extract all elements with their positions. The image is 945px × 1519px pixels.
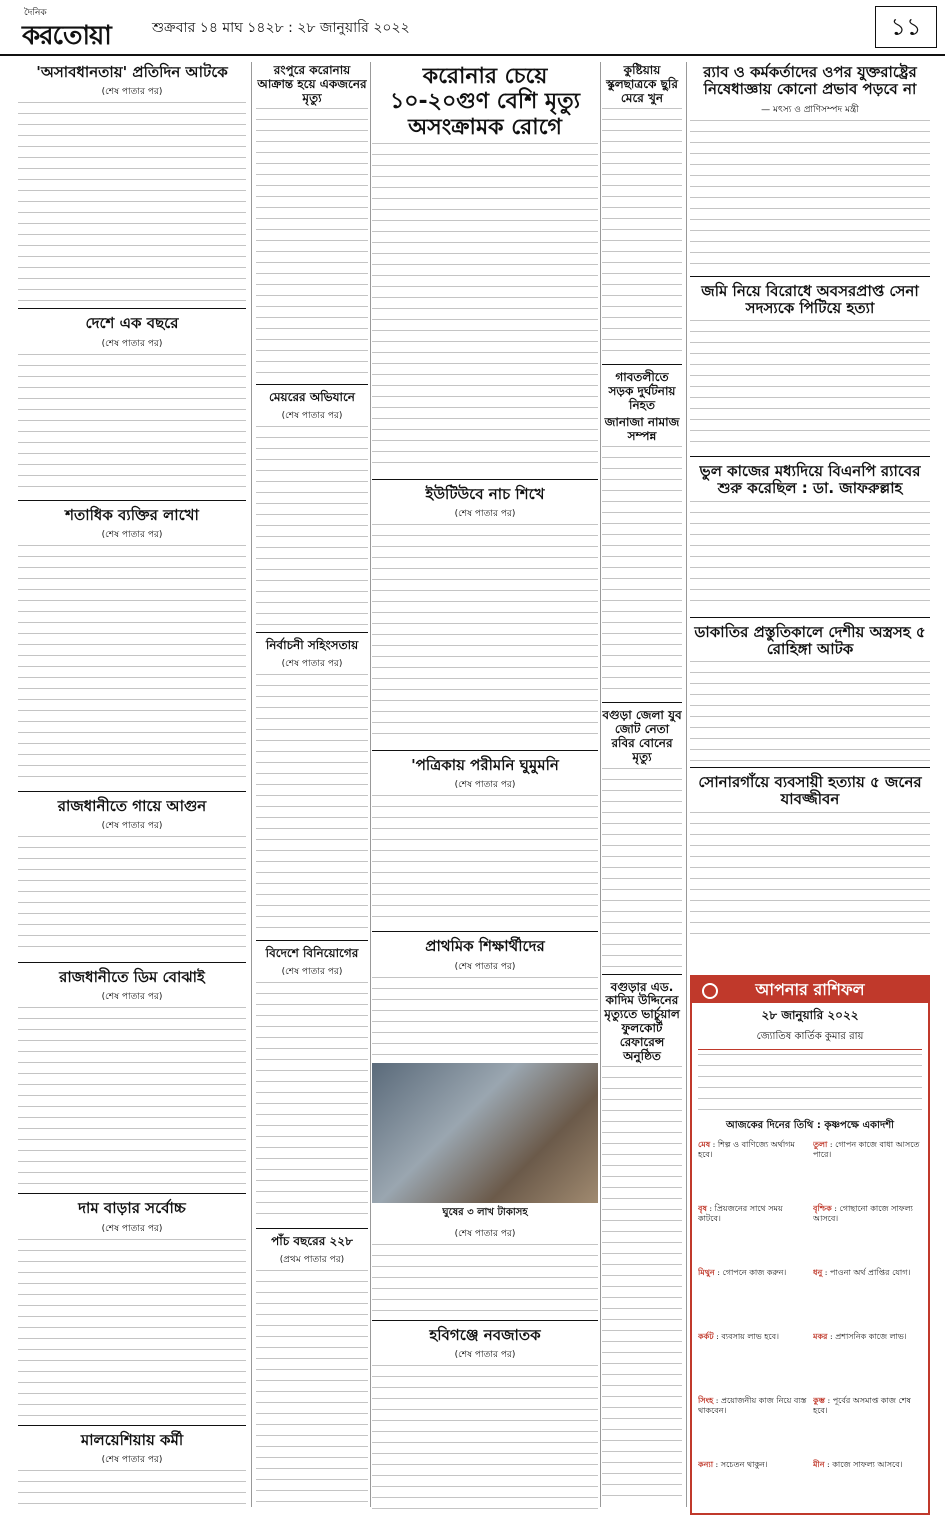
continuation-note: (শেষ পাতার পর): [454, 1228, 516, 1239]
headline: মালয়েশিয়ায় কর্মী: [80, 1430, 184, 1449]
headline: প্রাথমিক শিক্ষার্থীদের: [425, 937, 545, 956]
article-text: [18, 354, 246, 494]
zodiac-sign-entry: মীন : কাজে সাফল্য আসবে।: [813, 1459, 903, 1469]
headline: ইউটিউবে নাচ শিখে: [425, 484, 545, 503]
page-number: ১১: [875, 6, 937, 48]
headline: বগুড়া জেলা যুব জোট নেতা রবির বোনের মৃত্যু: [602, 708, 682, 764]
zodiac-sign-entry: বৃষ : প্রিয়জনের সাথে সময় কাটবে।: [698, 1203, 783, 1223]
zodiac-sign-name: কর্কট: [698, 1331, 714, 1341]
article-text: [690, 120, 930, 270]
news-photo: [372, 1063, 598, 1203]
horoscope-title: আপনার রাশিফল: [755, 980, 865, 999]
zodiac-sign-text: পাওনা অর্থ প্রাপ্তির যোগ।: [830, 1268, 911, 1277]
headline: ডাকাতির প্রস্তুতিকালে দেশীয় অস্ত্রসহ ৫ রোহিঙ্গা আটক: [694, 622, 926, 658]
headline: নির্বাচনী সহিংসতায়: [265, 638, 359, 653]
column-4: [602, 62, 682, 1512]
headline: জমি নিয়ে বিরোধে অবসরপ্রাপ্ত সেনা সদস্যকে পিটিয়ে হত্যা: [701, 281, 919, 317]
byline: — মৎস্য ও প্রাণিসম্পদ মন্ত্রী: [761, 104, 859, 115]
article-text: [690, 661, 930, 761]
continuation-note: (শেষ পাতার পর): [281, 966, 343, 977]
column-2: [256, 62, 368, 1512]
headline: দাম বাড়ার সর্বোচ্চ: [78, 1199, 186, 1218]
column-divider: [600, 62, 601, 1507]
article-text: [602, 768, 682, 968]
article-text: [372, 1365, 598, 1512]
zodiac-sign-name: কুম্ভ: [813, 1395, 825, 1405]
zodiac-sign-name: বৃশ্চিক: [813, 1203, 832, 1213]
horoscope-author: জ্যোতিষ কার্তিক কুমার রায়: [698, 1029, 922, 1050]
article-text: [602, 446, 682, 696]
continuation-note: (শেষ পাতার পর): [101, 821, 163, 831]
headline: বগুড়ার এড. কাদিম উদ্দিনের মৃত্যুতে ভার্চুয়াল ফুলকোর্ট রেফারেন্স অনুষ্ঠিত: [604, 979, 680, 1063]
headline: 'অসাবধানতায়' প্রতিদিন আটকে: [36, 63, 228, 81]
zodiac-sign-name: ধনু: [813, 1267, 823, 1277]
article-text: [18, 1239, 246, 1419]
masthead: [0, 0, 945, 56]
headline: বিদেশে বিনিয়োগের: [265, 945, 359, 960]
article-text: [256, 674, 368, 934]
article-text: [372, 143, 598, 473]
headline: রাজধানীতে গায়ে আগুন: [57, 796, 207, 815]
continuation-note: (প্রথম পাতার পর): [279, 1254, 345, 1265]
continuation-note: (শেষ পাতার পর): [101, 1454, 163, 1465]
article-text: [690, 812, 930, 942]
zodiac-sign-entry: ধনু : পাওনা অর্থ প্রাপ্তির যোগ।: [813, 1267, 911, 1277]
continuation-note: (শেষ পাতার পর): [101, 529, 163, 540]
zodiac-sign-text: কাজে সাফল্য আসবে।: [832, 1460, 903, 1469]
zodiac-sign-entry: কুম্ভ : পূর্বের অসমাপ্ত কাজ শেষ হবে।: [813, 1395, 911, 1415]
column-1: [18, 62, 246, 1512]
zodiac-sign-name: মীন: [813, 1459, 825, 1469]
newspaper-logo: [22, 5, 137, 49]
continuation-note: (শেষ পাতার পর): [101, 1223, 163, 1234]
zodiac-sign-text: প্রশাসনিক কাজে লাভ।: [835, 1332, 907, 1341]
column-divider: [370, 62, 371, 1507]
zodiac-sign-text: পূর্বের অসমাপ্ত কাজ শেষ হবে।: [813, 1396, 911, 1415]
continuation-note: (শেষ পাতার পর): [281, 658, 343, 669]
zodiac-sign-entry: মিথুন : গোপনে কাজ করুন।: [698, 1267, 787, 1277]
continuation-note: (শেষ পাতার পর): [454, 509, 516, 520]
headline: ভুল কাজের মধ্যদিয়ে বিএনপি র‌্যাবের শুরু করেছিল : ডা. জাফরুল্লাহ: [699, 462, 921, 498]
zodiac-sign-entry: কন্যা : সচেতন থাকুন।: [698, 1459, 768, 1469]
article-text: [18, 545, 246, 785]
article-text: [256, 426, 368, 626]
article-text: [256, 1270, 368, 1512]
zodiac-sign-entry: সিংহ : প্রয়োজনীয় কাজ নিয়ে ব্যস্ত থাকবেন।: [698, 1395, 807, 1415]
headline: সোনারগাঁয়ে ব্যবসায়ী হত্যায় ৫ জনের যাবজ্জীবন: [698, 773, 922, 809]
article-text: [18, 102, 246, 302]
photo-caption: ঘুষের ৩ লাখ টাকাসহ: [442, 1206, 528, 1218]
horoscope-intro-text: [698, 1054, 922, 1114]
horoscope-header: [692, 977, 928, 1003]
lead-headline: করোনার চেয়ে ১০-২০গুণ বেশি মৃত্যু অসংক্রামক রোগে: [389, 64, 581, 140]
headline: গাবতলীতে সড়ক দুর্ঘটনায় নিহত: [608, 370, 676, 412]
column-5: [690, 62, 930, 967]
headline: হবিগঞ্জে নবজাতক: [429, 1325, 541, 1344]
zodiac-sign-text: গোপন কাজে বাধা আসতে পারে।: [813, 1140, 920, 1159]
continuation-note: (শেষ পাতার পর): [281, 411, 343, 422]
headline: 'পত্রিকায় পরীমনি ঘুমুমনি: [411, 756, 559, 775]
article-text: [372, 524, 598, 744]
headline: মেয়রের অভিযানে: [269, 390, 355, 405]
horoscope-date: ২৮ জানুয়ারি ২০২২: [761, 1008, 859, 1022]
headline: শতাধিক ব্যক্তির লাখো: [65, 505, 199, 524]
zodiac-sign-text: শিল্প ও বাণিজ্যে অর্থাগম হবে।: [698, 1140, 795, 1159]
continuation-note: (শেষ পাতার পর): [454, 780, 516, 791]
headline: দেশে এক বছরে: [85, 314, 179, 333]
zodiac-sign-name: তুলা: [813, 1139, 828, 1149]
headline: কুষ্টিয়ায় স্কুলছাত্রকে ছুরি মেরে খুন: [606, 63, 678, 105]
zodiac-sign-text: গোছানো কাজে সাফল্য আসবে।: [813, 1204, 913, 1223]
horoscope-box: [690, 975, 930, 1515]
zodiac-sign-entry: তুলা : গোপন কাজে বাধা আসতে পারে।: [813, 1139, 920, 1159]
headline: রংপুরে করোনায় আক্রান্ত হয়ে একজনের মৃত্যু: [257, 63, 367, 105]
zodiac-sign-text: সচেতন থাকুন।: [720, 1460, 768, 1469]
article-text: [18, 1007, 246, 1187]
zodiac-sign-name: মেষ: [698, 1139, 711, 1149]
headline: জানাজা নামাজ সম্পন্ন: [604, 414, 680, 443]
headline: র‌্যাব ও কর্মকর্তাদের ওপর যুক্তরাষ্ট্রের নিষেধাজ্ঞায় কোনো প্রভাব পড়বে না: [703, 63, 917, 99]
zodiac-sign-name: বৃষ: [698, 1203, 707, 1213]
article-text: [18, 836, 246, 956]
zodiac-sign-entry: মকর : প্রশাসনিক কাজে লাভ।: [813, 1331, 907, 1341]
article-text: [602, 108, 682, 358]
continuation-note: (শেষ পাতার পর): [101, 87, 163, 98]
article-text: [372, 1244, 598, 1314]
headline: পাঁচ বছরের ২২৮: [271, 1233, 353, 1248]
continuation-note: (শেষ পাতার পর): [101, 992, 163, 1003]
dateline: শুক্রবার ১৪ মাঘ ১৪২৮ : ২৮ জানুয়ারি ২০২২: [152, 20, 410, 36]
article-text: [602, 1066, 682, 1506]
continuation-note: (শেষ পাতার পর): [454, 1349, 516, 1360]
article-text: [256, 108, 368, 378]
article-text: [690, 501, 930, 611]
zodiac-sign-text: প্রয়োজনীয় কাজ নিয়ে ব্যস্ত থাকবেন।: [698, 1396, 807, 1415]
zodiac-sign-text: গোপনে কাজ করুন।: [722, 1268, 787, 1277]
continuation-note: (শেষ পাতার পর): [101, 338, 163, 349]
zodiac-sign-name: মকর: [813, 1331, 828, 1341]
continuation-note: (শেষ পাতার পর): [454, 961, 516, 972]
article-text: [372, 795, 598, 925]
zodiac-sign-text: ব্যবসায় লাভ হবে।: [721, 1332, 779, 1341]
zodiac-sign-grid: [692, 1139, 928, 1519]
zodiac-sign-text: প্রিয়জনের সাথে সময় কাটবে।: [698, 1204, 783, 1223]
zodiac-sign-name: সিংহ: [698, 1395, 714, 1405]
article-text: [256, 982, 368, 1222]
article-text: [18, 1470, 246, 1512]
logo-name: করতোয়া: [22, 21, 111, 51]
column-divider: [251, 62, 252, 1507]
zodiac-sign-name: কন্যা: [698, 1459, 714, 1469]
tithi-note: আজকের দিনের তিথি : কৃষ্ণপক্ষে একাদশী: [726, 1120, 894, 1131]
zodiac-sign-entry: বৃশ্চিক : গোছানো কাজে সাফল্য আসবে।: [813, 1203, 913, 1223]
headline: রাজধানীতে ডিম বোঝাই: [59, 968, 205, 986]
column-divider: [686, 62, 687, 1507]
article-text: [372, 977, 598, 1057]
zodiac-wheel-icon: [702, 983, 718, 999]
zodiac-sign-name: মিথুন: [698, 1267, 715, 1277]
logo-daily-label: দৈনিক: [24, 8, 47, 18]
column-3: [372, 62, 598, 1512]
zodiac-sign-entry: কর্কট : ব্যবসায় লাভ হবে।: [698, 1331, 779, 1341]
zodiac-sign-entry: মেষ : শিল্প ও বাণিজ্যে অর্থাগম হবে।: [698, 1139, 795, 1159]
article-text: [690, 320, 930, 450]
